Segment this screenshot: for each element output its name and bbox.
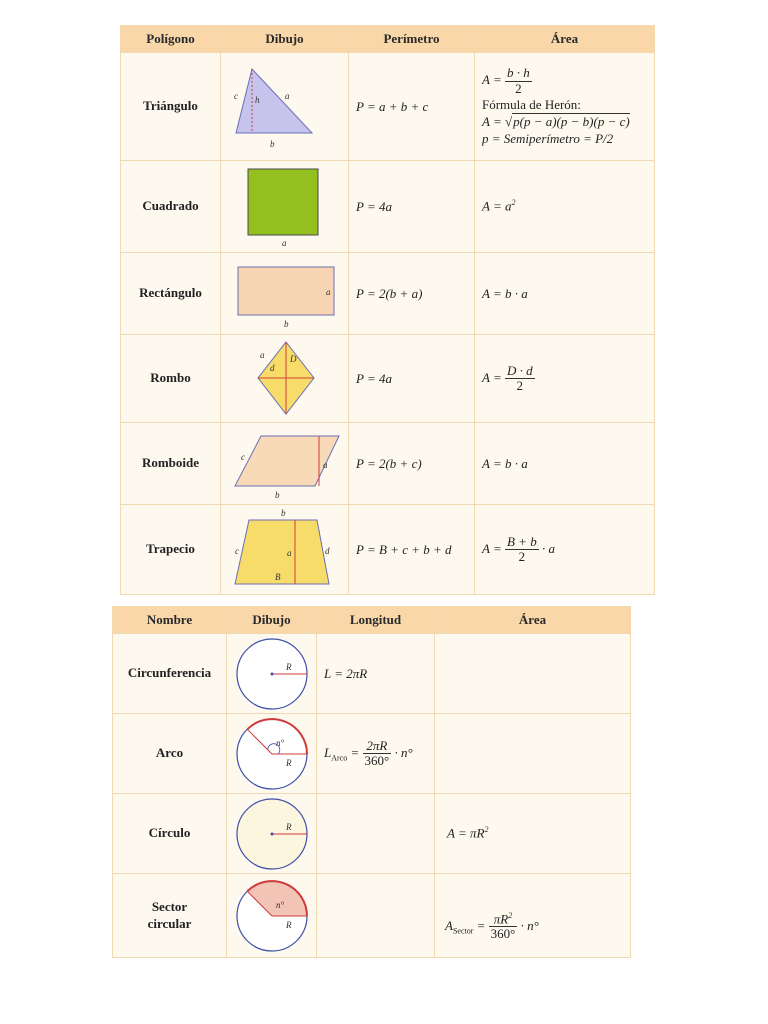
header-perimeter: Perímetro [349, 26, 475, 53]
label-a: a [286, 547, 291, 558]
drawing-rectangle [221, 253, 349, 335]
row-name-circle: Círculo [113, 794, 227, 874]
table-row [113, 634, 631, 714]
table-row [121, 335, 655, 423]
perimeter-trapezoid: P = B + c + b + d [349, 505, 475, 595]
row-name-rhomboid: Romboide [121, 423, 221, 505]
label-a: a [322, 459, 327, 470]
table-row [113, 794, 631, 874]
drawing-circumference [227, 634, 317, 714]
label-R: R [285, 919, 291, 930]
table-row [121, 161, 655, 253]
circles-header-row [113, 607, 631, 634]
drawing-sector [227, 874, 317, 958]
heron-title: Fórmula de Herón: [482, 96, 581, 112]
trapezoid-figure [223, 506, 347, 594]
label-a: a [259, 349, 264, 360]
row-name-circumference: Circunferencia [113, 634, 227, 714]
label-h: h [254, 94, 259, 105]
perimeter-square: P = 4a [349, 161, 475, 253]
header-area: Área [475, 26, 655, 53]
perimeter-rhombus: P = 4a [349, 335, 475, 423]
label-R: R [285, 661, 291, 672]
label-n: n° [275, 737, 284, 748]
label-a: a [284, 90, 289, 101]
drawing-circle [227, 794, 317, 874]
row-name-sector: Sector circular [113, 874, 227, 958]
drawing-rhombus [221, 335, 349, 423]
label-R: R [285, 757, 291, 768]
area-triangle: A = $\frac{b \cdot h}{2}$ Fórmula de Herón: A = √p(p − a)(p − b)(p − c) p = Semiperímetro = P/2 [475, 53, 655, 161]
row-name-rhombus: Rombo [121, 335, 221, 423]
square-figure [230, 165, 340, 249]
table-row [121, 53, 655, 161]
row-name-square: Cuadrado [121, 161, 221, 253]
label-b: b [269, 138, 274, 149]
label-n: n° [275, 899, 284, 910]
row-name-triangle: Triángulo [121, 53, 221, 161]
label-b: b [280, 507, 285, 518]
label-c: c [234, 545, 239, 556]
area-rhombus: A = $\frac{D \cdot d}{2}$ [475, 335, 655, 423]
rhomboid-figure [225, 428, 345, 500]
arc-figure [232, 716, 312, 792]
table-row [121, 505, 655, 595]
header-area: Área [435, 607, 631, 634]
row-name-arc: Arco [113, 714, 227, 794]
label-a: a [325, 286, 330, 297]
area-circumference [435, 634, 631, 714]
perimeter-rhomboid: P = 2(b + c) [349, 423, 475, 505]
rectangle-figure [230, 259, 340, 329]
semiperimeter: p = Semiperímetro = P/2 [482, 130, 614, 146]
rhombus-figure [230, 338, 340, 420]
drawing-square [221, 161, 349, 253]
area-rhomboid: A = b · a [475, 423, 655, 505]
header-drawing: Dibujo [227, 607, 317, 634]
row-name-trapezoid: Trapecio [121, 505, 221, 595]
header-length: Longitud [317, 607, 435, 634]
drawing-trapezoid [221, 505, 349, 595]
area-square: $A = a^2$ [475, 161, 655, 253]
circles-table [112, 606, 631, 958]
label-R: R [285, 821, 291, 832]
label-b: b [283, 318, 288, 329]
table-row [121, 423, 655, 505]
length-circumference: L = 2πR [317, 634, 435, 714]
area-sector: $A_{Sector}$ = $\frac{\pi R^2}{360^\circ}$ · n° [435, 874, 631, 958]
table-row [121, 253, 655, 335]
perimeter-rectangle: P = 2(b + a) [349, 253, 475, 335]
row-name-rectangle: Rectángulo [121, 253, 221, 335]
label-c: c [233, 90, 238, 101]
label-b: b [274, 489, 279, 500]
polygons-header-row [121, 26, 655, 53]
label-a: a [281, 237, 286, 248]
label-c: c [240, 451, 245, 462]
length-sector [317, 874, 435, 958]
table-row [113, 874, 631, 958]
label-D: D [289, 353, 296, 364]
polygons-table [120, 25, 655, 595]
header-name: Nombre [113, 607, 227, 634]
label-B: B [274, 571, 280, 582]
drawing-rhomboid [221, 423, 349, 505]
length-arc: $L_{Arco}$ = $\frac{2\pi R}{360^\circ}$ · n° [317, 714, 435, 794]
table-row [113, 714, 631, 794]
label-d: d [269, 362, 274, 373]
drawing-arc [227, 714, 317, 794]
perimeter-triangle: P = a + b + c [349, 53, 475, 161]
area-circle: $A = \pi R^2$ [435, 794, 631, 874]
length-circle [317, 794, 435, 874]
area-rectangle: A = b · a [475, 253, 655, 335]
drawing-triangle [221, 53, 349, 161]
triangle-figure [230, 61, 340, 153]
area-trapezoid: A = $\frac{B + b}{2}$ · a [475, 505, 655, 595]
header-polygon: Polígono [121, 26, 221, 53]
sector-figure [232, 878, 312, 954]
circumference-figure [232, 636, 312, 712]
header-drawing: Dibujo [221, 26, 349, 53]
area-arc [435, 714, 631, 794]
circle-figure [232, 796, 312, 872]
label-d: d [324, 545, 329, 556]
